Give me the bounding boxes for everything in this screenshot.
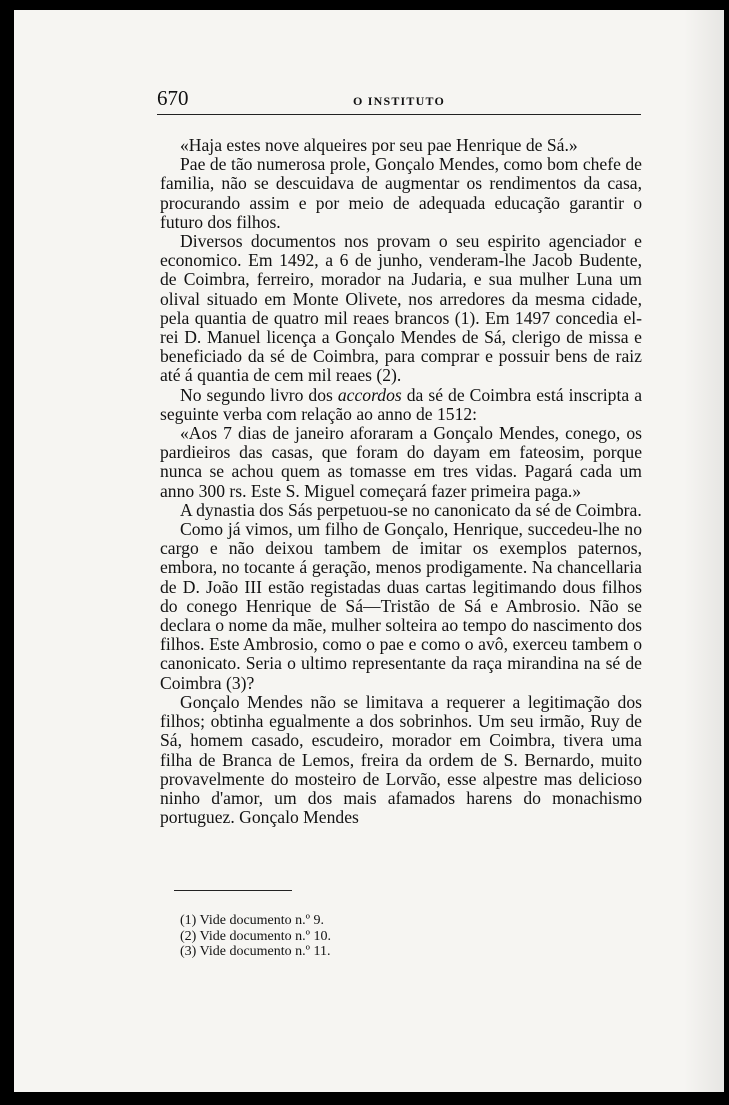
book-page: [14, 10, 724, 1092]
footnote: (3) Vide documento n.º 11.: [180, 944, 331, 960]
paragraph-text: No segundo livro dos: [180, 384, 338, 405]
paragraph: [160, 386, 642, 424]
paragraph: Gonçalo Mendes não se limitava a requerer a legitimação dos filhos; obtinha egualmente a dos sobrinhos. Um seu irmão, Ruy de Sá, homem casado, escudeiro, morador em Coimbra, tivera uma filha de Branca de Lemos, freira da ordem de S. Bernardo, muito provavelmente do mosteiro de Lorvão, esse alpestre mas delicioso ninho d'amor, um dos mais afamados harens do monachismo portuguez. Gonçalo Mendes: [160, 691, 642, 828]
header-rule: [157, 114, 641, 115]
paragraph: A dynastia dos Sás perpetuou-se no canonicato da sé de Coimbra.: [180, 499, 642, 520]
paragraph: Diversos documentos nos provam o seu espirito agenciador e economico. Em 1492, a 6 de junho, venderam-lhe Jacob Budente, de Coimbra, ferreiro, morador na Judaria, e sua mulher Luna um olival situado em Monte Olivete, nos arredores da mesma cidade, pela quantia de quatro mil reaes brancos (1). Em 1497 concedia el-rei D. Manuel licença a Gonçalo Mendes de Sá, clerigo de missa e beneficiado da sé de Coimbra, para comprar e possuir bens de raiz até á quantia de cem mil reaes (2).: [160, 231, 642, 386]
body-text: [160, 136, 642, 827]
footnotes: [180, 913, 480, 960]
paragraph-text: da sé de Coimbra está inscripta a seguinte verba com relação ao anno de 1512:: [160, 384, 642, 424]
footnote: (1) Vide documento n.º 9.: [180, 913, 324, 928]
paragraph: «Aos 7 dias de janeiro aforaram a Gonçalo Mendes, conego, os pardieiros das casas, que foram do dayam em fateosim, porque nunca se achou quem as tomasse em tres vidas. Pagará cada um anno 300 rs. Este S. Miguel começará fazer primeira paga.»: [160, 423, 642, 501]
italic-term: accordos: [337, 384, 402, 405]
paragraph: Como já vimos, um filho de Gonçalo, Henrique, succedeu-lhe no cargo e não deixou tambem de imitar os exemplos paternos, embora, no tocante á geração, menos prodigamente. Na chancellaria de D. João III estão registadas duas cartas legitimando dous filhos do conego Henrique de Sá—Tristão de Sá e Ambrosio. Não se declara o nome da mãe, mulher solteira ao tempo do nascimento dos filhos. Este Ambrosio, como o pae e como o avô, exerceu tambem o canonicato. Seria o ultimo representante da raça mirandina na sé de Coimbra (3)?: [160, 519, 642, 693]
paragraph: Pae de tão numerosa prole, Gonçalo Mendes, como bom chefe de familia, não se descuidava de augmentar os rendimentos da casa, procurando assim e por meio de adequada educação garantir o futuro dos filhos.: [160, 154, 642, 232]
paragraph: «Haja estes nove alqueires por seu pae Henrique de Sá.»: [180, 135, 578, 155]
footnote-rule: [174, 890, 292, 891]
page-number: 670: [157, 86, 189, 110]
page-header: [157, 86, 641, 116]
running-title: O INSTITUTO: [352, 94, 445, 108]
footnote: (2) Vide documento n.º 10.: [180, 928, 331, 944]
